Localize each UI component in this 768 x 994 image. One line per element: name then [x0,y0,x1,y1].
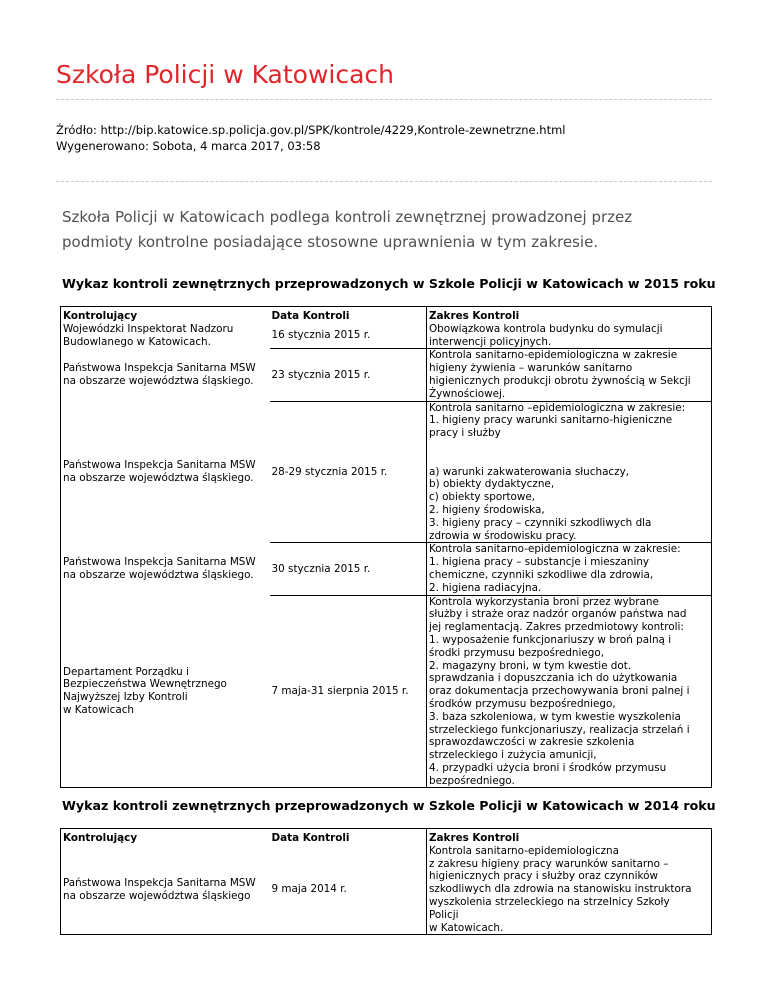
source-line: Źródło: http://bip.katowice.sp.policja.gov.pl/SPK/kontrole/4229,Kontrole-zewnetrzne.html [56,123,566,137]
cell-kontrolujacy: Państwowa Inspekcja Sanitarna MSW na obszarze województwa śląskiego. [63,459,256,484]
cell-kontrolujacy: Wojewódzki Inspektorat Nadzoru Budowlanego w Katowicach. [63,323,234,348]
table-row [61,845,712,935]
controls-table-2014 [60,828,712,935]
header-zakres-kontroli: Zakres Kontroli [427,307,712,323]
table-header-row [61,829,712,845]
cell-data: 7 maja-31 sierpnia 2015 r. [270,595,427,788]
cell-kontrolujacy: Państwowa Inspekcja Sanitarna MSW na obszarze województwa śląskiego. [63,556,256,581]
cell-kontrolujacy: Państwowa Inspekcja Sanitarna MSW na obszarze województwa śląskiego. [63,362,256,387]
table-heading-2014: Wykaz kontroli zewnętrznych przeprowadzonych w Szkole Policji w Katowicach w 2014 roku [62,798,716,813]
table-row [61,595,712,788]
header-zakres-kontroli: Zakres Kontroli [427,829,712,845]
cell-zakres: Kontrola wykorzystania broni przez wybrane służby i straże oraz nadzór organów państwa nad jej reglamentacją. Zakres przedmiotowy kontroli: 1. wyposażenie funkcjonariuszy w broń palną i środki przymusu bezpośredniego, 2. magazyny broni, w tym kwestie dot. sprawdzania i dopuszczania ich do użytkowania oraz dokumentacja przechowywania broni palnej i środków przymusu bezpośredniego, 3. baza szkoleniowa, w tym kwestie wyszkolenia strzeleckiego funkcjonariuszy, realizacja strzelań i sprawozdawczości w zakresie szkolenia strzeleckiego i zużycia amunicji, 4. przypadki użycia broni i środków przymusu bezpośredniego. [427,595,712,788]
cell-data: 23 stycznia 2015 r. [270,349,427,401]
document-meta [56,122,566,154]
cell-data: 9 maja 2014 r. [271,883,347,896]
generated-line: Wygenerowano: Sobota, 4 marca 2017, 03:58 [56,139,321,153]
table-header-row [61,307,712,323]
site-title: Szkoła Policji w Katowicach [56,60,395,89]
table-row [61,543,712,595]
intro-paragraph: Szkoła Policji w Katowicach podlega kontroli zewnętrznej prowadzonej przez podmioty kontrolne posiadające stosowne uprawnienia w tym zakresie. [62,208,633,251]
cell-zakres: Kontrola sanitarno-epidemiologiczna z zakresu higieny pracy warunków sanitarno – higienicznych pracy i służby oraz czynników szkodliwych dla zdrowia na stanowisku instruktora wyszkolenia strzeleckiego na strzelnicy Szkoły Policji w Katowicach. [427,845,712,935]
header-kontrolujacy: Kontrolujący [63,832,138,844]
cell-zakres: Kontrola sanitarno-epidemiologiczna w zakresie higieny żywienia – warunków sanitarno higienicznych produkcji obrotu żywnością w Sekcji Żywnościowej. [427,349,712,401]
header-kontrolujacy: Kontrolujący [63,310,138,322]
cell-data: 16 stycznia 2015 r. [271,329,371,342]
table-row [61,323,712,349]
divider [56,181,712,182]
cell-kontrolujacy: Państwowa Inspekcja Sanitarna MSW na obszarze województwa śląskiego [63,876,256,902]
header-data-kontroli: Data Kontroli [271,832,350,844]
header-data-kontroli: Data Kontroli [271,310,350,322]
cell-zakres: Kontrola sanitarno –epidemiologiczna w zakresie: 1. higieny pracy warunki sanitarno-higieniczne pracy i służby a) warunki zakwaterowania słuchaczy, b) obiekty dydaktyczne, c) obiekty sportowe, 2. higieny środowiska, 3. higieny pracy – czynniki szkodliwych dla zdrowia w środowisku pracy. [427,401,712,543]
cell-zakres: Obowiązkowa kontrola budynku do symulacji interwencji policyjnych. [427,323,712,349]
cell-zakres: Kontrola sanitarno-epidemiologiczna w zakresie: 1. higiena pracy – substancje i mieszaniny chemiczne, czynniki szkodliwe dla zdrowia, 2. higiena radiacyjna. [427,543,712,595]
table-row [61,401,712,543]
divider [56,99,712,100]
cell-data: 28-29 stycznia 2015 r. [270,401,427,543]
table-heading-2015: Wykaz kontroli zewnętrznych przeprowadzonych w Szkole Policji w Katowicach w 2015 roku [62,276,716,291]
cell-data: 30 stycznia 2015 r. [270,543,427,595]
table-row [61,349,712,401]
controls-table-2015 [60,306,712,788]
cell-kontrolujacy: Departament Porządku i Bezpieczeństwa Wewnętrznego Najwyższej Izby Kontroli w Katowicach [63,665,227,717]
